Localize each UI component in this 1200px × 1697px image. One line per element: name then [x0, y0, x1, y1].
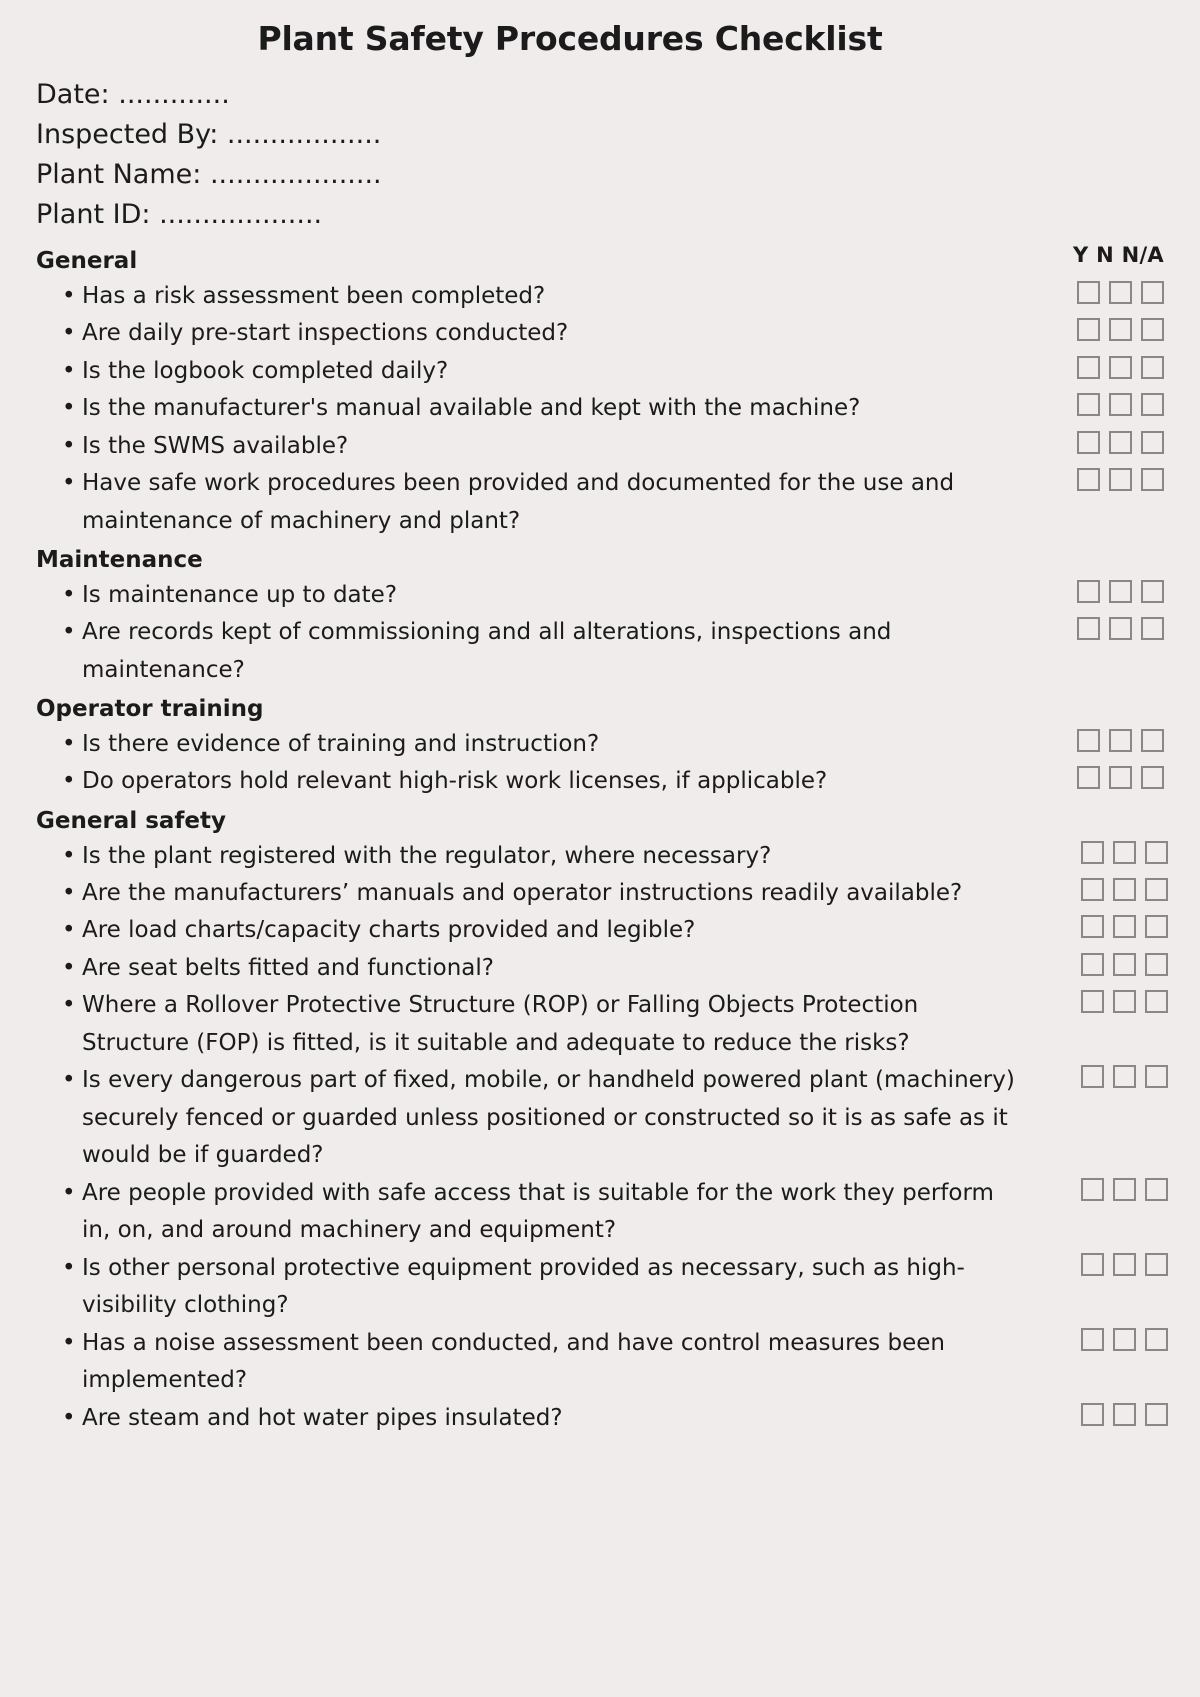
answer-checkbox-group [1077, 729, 1164, 752]
checkbox-n[interactable] [1109, 431, 1132, 454]
checkbox-n-a[interactable] [1145, 990, 1168, 1013]
meta-field-value[interactable]: ............. [118, 79, 230, 111]
form-meta-fields [36, 75, 1164, 235]
checkbox-y[interactable] [1077, 318, 1100, 341]
checkbox-n-a[interactable] [1145, 841, 1168, 864]
answer-checkbox-group [1077, 766, 1164, 789]
answer-checkbox-group [1077, 580, 1164, 603]
checkbox-n-a[interactable] [1145, 953, 1168, 976]
bullet-icon: • [62, 432, 76, 459]
checkbox-n-a[interactable] [1141, 393, 1164, 416]
answer-checkbox-group [1077, 281, 1164, 304]
checkbox-n[interactable] [1113, 1178, 1136, 1201]
checklist-item-text: Where a Rollover Protective Structure (ROP) or Falling Objects Protection Structure (FOP) is fitted, is it suitable and adequate to reduce the risks? [82, 992, 919, 1056]
checkbox-n-a[interactable] [1141, 318, 1164, 341]
answer-checkbox-group [1081, 878, 1168, 901]
checklist-item [36, 726, 1164, 763]
checkbox-y[interactable] [1077, 580, 1100, 603]
checkbox-n-a[interactable] [1145, 915, 1168, 938]
meta-field-label: Plant Name: [36, 159, 202, 191]
section-heading: General safety [36, 807, 227, 834]
checklist-item [36, 987, 1164, 1062]
checklist-item [36, 315, 1164, 352]
bullet-icon: • [62, 357, 76, 384]
section-heading: Maintenance [36, 547, 203, 574]
meta-field [36, 115, 1164, 155]
checkbox-n-a[interactable] [1141, 766, 1164, 789]
meta-field-value[interactable]: .................... [209, 159, 382, 191]
answer-checkbox-group [1081, 953, 1168, 976]
meta-field-label: Date: [36, 79, 110, 111]
answer-checkbox-group [1077, 431, 1164, 454]
checkbox-n[interactable] [1113, 990, 1136, 1013]
checkbox-n[interactable] [1113, 1403, 1136, 1426]
checkbox-n[interactable] [1109, 729, 1132, 752]
bullet-icon: • [62, 282, 76, 309]
checklist-item-text: Has a risk assessment been completed? [82, 282, 546, 309]
bullet-icon: • [62, 320, 76, 347]
meta-field-value[interactable]: .................. [226, 119, 382, 151]
checkbox-n[interactable] [1113, 1065, 1136, 1088]
checklist-item [36, 577, 1164, 614]
checkbox-y[interactable] [1081, 953, 1104, 976]
checkbox-n[interactable] [1113, 841, 1136, 864]
checklist-item [36, 1175, 1164, 1250]
answer-checkbox-group [1081, 1328, 1168, 1351]
checklist-item-text: Do operators hold relevant high-risk work licenses, if applicable? [82, 768, 828, 795]
bullet-icon: • [62, 395, 76, 422]
answer-checkbox-group [1081, 1253, 1168, 1276]
checklist-item-text: Is the SWMS available? [82, 432, 349, 459]
meta-field-label: Plant ID: [36, 199, 151, 231]
checklist-item-text: Are the manufacturers’ manuals and operator instructions readily available? [82, 879, 963, 906]
page-title: Plant Safety Procedures Checklist [257, 19, 883, 58]
checkbox-n[interactable] [1109, 356, 1132, 379]
checklist-section [36, 544, 1164, 689]
checkbox-n[interactable] [1113, 953, 1136, 976]
bullet-icon: • [62, 842, 76, 869]
checkbox-n[interactable] [1109, 393, 1132, 416]
checkbox-n-a[interactable] [1141, 729, 1164, 752]
checklist-item-text: Have safe work procedures been provided and documented for the use and maintenance of machinery and plant? [82, 470, 955, 534]
bullet-icon: • [62, 581, 76, 608]
checklist-item-text: Are steam and hot water pipes insulated? [82, 1404, 563, 1431]
checkbox-n-a[interactable] [1145, 1178, 1168, 1201]
section-item-list [36, 577, 1164, 689]
answer-checkbox-group [1081, 1403, 1168, 1426]
bullet-icon: • [62, 917, 76, 944]
checkbox-n-a[interactable] [1145, 1403, 1168, 1426]
section-item-list [36, 726, 1164, 801]
checkbox-n[interactable] [1109, 468, 1132, 491]
checklist-item-text: Are seat belts fitted and functional? [82, 954, 494, 981]
checklist-item [36, 875, 1164, 912]
checklist-sections [36, 245, 1164, 1437]
checkbox-y[interactable] [1077, 431, 1100, 454]
answer-checkbox-group [1077, 617, 1164, 640]
checkbox-y[interactable] [1077, 468, 1100, 491]
bullet-icon: • [62, 1179, 76, 1206]
checkbox-n-a[interactable] [1141, 281, 1164, 304]
checkbox-n[interactable] [1109, 580, 1132, 603]
checkbox-y[interactable] [1077, 281, 1100, 304]
answer-checkbox-group [1077, 318, 1164, 341]
checklist-item-text: Is there evidence of training and instruction? [82, 730, 600, 757]
checklist-item [36, 353, 1164, 390]
answer-checkbox-group [1077, 356, 1164, 379]
checkbox-n[interactable] [1109, 281, 1132, 304]
checkbox-n-a[interactable] [1141, 431, 1164, 454]
checklist-item-text: Is every dangerous part of fixed, mobile, or handheld powered plant (machinery) securely fenced or guarded unless positioned or constructed so it is as safe as it would be if guarded? [82, 1067, 1015, 1169]
answer-checkbox-group [1081, 1065, 1168, 1088]
checkbox-n-a[interactable] [1141, 468, 1164, 491]
checkbox-y[interactable] [1077, 729, 1100, 752]
answer-checkbox-group [1081, 915, 1168, 938]
checklist-item [36, 390, 1164, 427]
checklist-item-text: Is other personal protective equipment provided as necessary, such as high-visibility clothing? [82, 1254, 965, 1319]
checkbox-n-a[interactable] [1141, 356, 1164, 379]
checklist-item [36, 1325, 1164, 1400]
checklist-item-text: Are records kept of commissioning and all alterations, inspections and maintenance? [82, 619, 892, 683]
bullet-icon: • [62, 1404, 76, 1431]
checkbox-n-a[interactable] [1145, 1328, 1168, 1351]
checkbox-n-a[interactable] [1145, 1065, 1168, 1088]
meta-field [36, 75, 1164, 115]
bullet-icon: • [62, 954, 76, 981]
answer-checkbox-group [1077, 468, 1164, 491]
checkbox-n-a[interactable] [1145, 1253, 1168, 1276]
checkbox-y[interactable] [1081, 1403, 1104, 1426]
answer-checkbox-group [1081, 990, 1168, 1013]
section-heading: General [36, 248, 138, 275]
checkbox-y[interactable] [1081, 1328, 1104, 1351]
checklist-item [36, 614, 1164, 689]
checkbox-n[interactable] [1109, 318, 1132, 341]
checklist-item [36, 278, 1164, 315]
meta-field [36, 195, 1164, 235]
meta-field-value[interactable]: ................... [159, 199, 323, 231]
meta-field-label: Inspected By: [36, 119, 219, 151]
checklist-item [36, 465, 1164, 540]
checklist-item [36, 1250, 1164, 1325]
checklist-section [36, 805, 1164, 1437]
checklist-item-text: Has a noise assessment been conducted, and have control measures been implemented? [82, 1329, 945, 1394]
bullet-icon: • [62, 1067, 76, 1094]
checklist-item-text: Is maintenance up to date? [82, 581, 398, 608]
checklist-item [36, 838, 1164, 875]
checkbox-n[interactable] [1113, 878, 1136, 901]
checklist-item [36, 763, 1164, 800]
answer-checkbox-group [1081, 841, 1168, 864]
checklist-item-text: Is the manufacturer's manual available and kept with the machine? [82, 395, 861, 422]
checklist-item [36, 912, 1164, 949]
checkbox-y[interactable] [1077, 393, 1100, 416]
checklist-item-text: Is the plant registered with the regulator, where necessary? [82, 842, 772, 869]
checkbox-n[interactable] [1109, 766, 1132, 789]
checklist-item [36, 1062, 1164, 1174]
bullet-icon: • [62, 1254, 76, 1281]
checkbox-n[interactable] [1109, 617, 1132, 640]
bullet-icon: • [62, 1329, 76, 1356]
meta-field [36, 155, 1164, 195]
checkbox-y[interactable] [1077, 766, 1100, 789]
checklist-item-text: Are daily pre-start inspections conducted? [82, 320, 569, 347]
checkbox-y[interactable] [1081, 990, 1104, 1013]
checkbox-y[interactable] [1081, 1253, 1104, 1276]
checklist-item-text: Are people provided with safe access that is suitable for the work they perform in, on, and around machinery and equipment? [82, 1179, 994, 1244]
section-heading: Operator training [36, 696, 264, 723]
checkbox-n-a[interactable] [1141, 580, 1164, 603]
bullet-icon: • [62, 619, 76, 646]
section-item-list [36, 838, 1164, 1438]
checkbox-y[interactable] [1081, 841, 1104, 864]
bullet-icon: • [62, 992, 76, 1019]
checkbox-n-a[interactable] [1141, 617, 1164, 640]
checkbox-n[interactable] [1113, 915, 1136, 938]
checkbox-y[interactable] [1081, 1178, 1104, 1201]
bullet-icon: • [62, 730, 76, 757]
checklist-section [36, 245, 1164, 540]
checkbox-y[interactable] [1081, 1065, 1104, 1088]
section-item-list [36, 278, 1164, 540]
checklist-item [36, 950, 1164, 987]
checklist-item [36, 428, 1164, 465]
checklist-item [36, 1400, 1164, 1437]
checklist-item-text: Is the logbook completed daily? [82, 357, 449, 384]
bullet-icon: • [62, 768, 76, 795]
checklist-section [36, 693, 1164, 801]
answer-columns-header: Y N N/A [1072, 243, 1164, 267]
bullet-icon: • [62, 879, 76, 906]
checkbox-n[interactable] [1113, 1328, 1136, 1351]
checkbox-n-a[interactable] [1145, 878, 1168, 901]
checkbox-n[interactable] [1113, 1253, 1136, 1276]
answer-checkbox-group [1081, 1178, 1168, 1201]
checkbox-y[interactable] [1077, 617, 1100, 640]
answer-checkbox-group [1077, 393, 1164, 416]
checkbox-y[interactable] [1077, 356, 1100, 379]
bullet-icon: • [62, 470, 76, 497]
checkbox-y[interactable] [1081, 915, 1104, 938]
checkbox-y[interactable] [1081, 878, 1104, 901]
checklist-item-text: Are load charts/capacity charts provided and legible? [82, 917, 696, 944]
